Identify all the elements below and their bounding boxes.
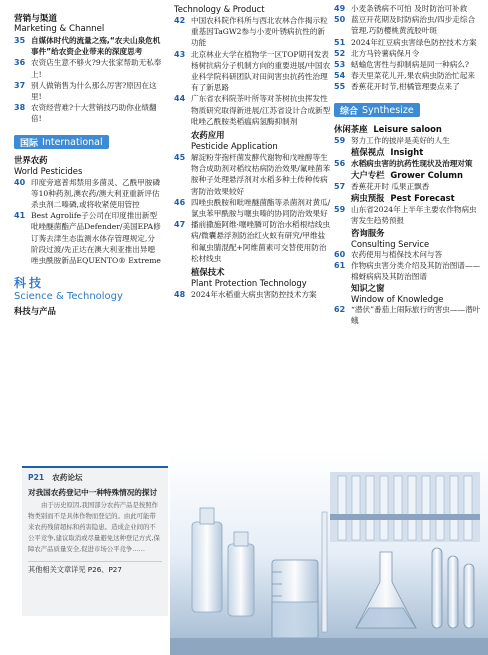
- toc-entry[interactable]: [174, 49, 332, 94]
- page-number: 37: [14, 80, 26, 90]
- subsection-title-en: Window of Knowledge: [351, 294, 444, 305]
- entry-title: 努力工作的披岸是美好的人生: [351, 135, 450, 145]
- section-title-cn: 营销与渠道: [14, 14, 57, 24]
- entry-title: Best Agrolife子公司在印度推出新型吡唑醚菌酯产品Defender/美国EPA修订莠去津生态监测水体存管理规定,分阶段过渡/先正达在澳大利亚推出异噁唑虫酰胺新品EQUENTO® Extreme: [31, 211, 161, 266]
- toc-entry[interactable]: [334, 260, 482, 282]
- lab-glassware-photo: [170, 452, 488, 655]
- page-number: 42: [174, 16, 186, 25]
- page-number: 45: [174, 153, 186, 163]
- toc-entry[interactable]: [334, 204, 482, 226]
- entry-title: 中国农科院作科所与西北农林合作揭示粒重基因TaGW2参与小麦叶锈病抗性的新功能: [191, 16, 328, 48]
- banner-en: Synthesize: [362, 104, 414, 116]
- subsection-title: 植保视点 Insight: [351, 146, 424, 157]
- entry-title: 小麦条锈病不可怕 及时防治可补救: [351, 4, 468, 13]
- featured-page: P21: [28, 473, 45, 482]
- toc-entry[interactable]: [334, 158, 482, 169]
- synthesize-banner: [334, 99, 482, 118]
- entry-title: 农资店生意不够火?9大张家帮助无私奉上!: [31, 58, 162, 79]
- toc-entry[interactable]: [334, 81, 482, 92]
- entry-title: 农资经营难?十大营销技巧助你业绩翻倍!: [31, 103, 157, 124]
- entry-title: 香蕉花开时 瓜果正飘香: [351, 182, 430, 192]
- page-number: 52: [334, 48, 346, 58]
- entry-title: 广东省农科院茶叶所等对茶树抗虫挥发性物质研究取得新进展/江苏省设计合成新型吡唑乙酰胺类稻瘟病氢酶抑制剂: [191, 94, 331, 126]
- toc-entry[interactable]: [174, 219, 332, 264]
- subsection-title-en: World Pesticides: [14, 165, 83, 176]
- subsection-title-cn: 知识之窗: [351, 283, 385, 294]
- toc-entry[interactable]: [334, 3, 482, 14]
- subsection-title-cn: 咨询服务: [351, 227, 385, 238]
- subsection-title-cn: 植保技术: [191, 267, 225, 278]
- featured-tag: 农药论坛: [52, 473, 83, 482]
- entry-title: 别人做销售为什么那么厉害?原因在这里!: [31, 80, 157, 102]
- subsection-title: 休闲茶座 Leisure saloon: [334, 123, 442, 134]
- toc-entry[interactable]: [334, 70, 482, 81]
- page-number: 46: [174, 197, 186, 207]
- entry-title: 自媒体时代的流量之殇,“农夫山泉危机事件”给农资企业带来的深度思考: [31, 36, 161, 57]
- entry-title: “潜伏”番茄上闹际旅行的害虫——潜叶蛾: [351, 305, 481, 326]
- page-number: 44: [174, 94, 186, 104]
- subsection-title-cn: 科技与产品: [14, 306, 56, 317]
- page-number: 48: [174, 290, 186, 300]
- page-number: 55: [334, 82, 346, 92]
- entry-title: 四唑虫酰胺和吡唑醚菌酯等杀菌剂对黄瓜/氯虫苯甲酰胺与噻虫嗪的协同防治效果好: [191, 197, 331, 219]
- page-number: 35: [14, 36, 26, 45]
- subsection-title-en: Consulting Service: [351, 238, 430, 249]
- featured-title: 对我国农药登记中一种特殊情况的探讨: [28, 488, 158, 497]
- entry-title: 农药使用与植保技术问与答: [351, 249, 443, 259]
- page-number: 38: [14, 103, 26, 113]
- entry-title: 水稻病虫害的抗药性现状及治理对策: [351, 158, 473, 168]
- toc-entry[interactable]: [14, 102, 162, 124]
- entry-title: 解淀粉芽孢杆菌发酵代谢物和戊唑醇等生物合成助剂对稻纹枯病防治效果/氟唑菌苯胺种子处理悬浮剂对水稻多种土传种传病害防治效果较好: [191, 153, 331, 196]
- entry-title: 播前撒施阿维·噻唑膦可防治水稻根结线虫病/微囊悬浮剂防治红火蚁有研究/甲维盐和氟虫腈混配+阿维菌素可交替使用防治松材线虫: [191, 220, 331, 263]
- page-number: 56: [334, 158, 346, 168]
- page-number: 50: [334, 15, 346, 25]
- toc-entry[interactable]: [334, 48, 482, 59]
- toc-column-left: [14, 0, 162, 317]
- page-number: 40: [14, 177, 26, 187]
- entry-title: 香蕉花开时节,柑橘管理要点来了: [351, 82, 460, 92]
- toc-entry[interactable]: [14, 35, 162, 57]
- page-number: 36: [14, 58, 26, 68]
- page-number: 57: [334, 182, 346, 192]
- subsection-title-en: Technology & Product: [174, 4, 265, 14]
- toc-entry[interactable]: [14, 177, 162, 211]
- page-number: 59: [334, 205, 346, 215]
- featured-article-header: [28, 472, 162, 483]
- entry-title: 2024年水稻重大病虫害防控技术方案: [191, 290, 317, 300]
- toc-entry[interactable]: [174, 93, 332, 127]
- toc-entry[interactable]: [174, 197, 332, 219]
- toc-entry[interactable]: [334, 135, 482, 146]
- page-number: 41: [14, 211, 26, 221]
- banner-cn: 国际: [20, 138, 39, 149]
- related-articles-note: 其他相关文章详见 P26、P27: [28, 561, 162, 575]
- subsection-title-en: Pesticide Application: [191, 141, 278, 152]
- section-heading-science-cn: 科技: [14, 276, 45, 291]
- featured-article-box[interactable]: [22, 466, 168, 616]
- entry-title: 作物病虫害分类介绍及其防治图谱——棉蚜病病及其防治图谱: [351, 260, 481, 282]
- page-number: 47: [174, 220, 186, 230]
- entry-title: 北京林业大学在植物学一区TOP期刊发表杨树抗病分子机制方向的重要进展/中国农业科学院科研团队对田间害虫抗药性治理有了新思路: [191, 49, 331, 93]
- toc-entry[interactable]: [14, 80, 162, 102]
- toc-entry[interactable]: [174, 289, 332, 300]
- page-number: 60: [334, 249, 346, 259]
- featured-summary: 由于历史原因,我国部分农药产品是按照作物类别而不是具体作物而登记的。由此可能带来农药残留超标和药害隐患。造成企业间的不公平竞争,建议取消或尽量避免这种登记方式,保障农产品质量安全,促进市场公平竞争……: [28, 501, 160, 553]
- entry-title: 蓝豆开花期及时防病治虫/四步走综合管理,巧防樱桃黄流胶叶斑: [351, 15, 476, 36]
- toc-entry[interactable]: [174, 152, 332, 197]
- banner-cn: 综合: [340, 106, 359, 117]
- subsection-title-en: Plant Protection Technology: [191, 278, 307, 289]
- page-number: 51: [334, 37, 346, 47]
- international-banner: [14, 131, 162, 150]
- toc-column-middle: [174, 0, 332, 300]
- section-heading-science-en: Science & Technology: [14, 291, 123, 303]
- page-number: 59: [334, 135, 346, 145]
- page-number: 62: [334, 305, 346, 315]
- toc-entry[interactable]: [334, 14, 482, 36]
- toc-entry[interactable]: [334, 59, 482, 70]
- section-title-en: Marketing & Channel: [14, 24, 105, 34]
- lab-glassware-illustration: [170, 452, 488, 655]
- toc-entry[interactable]: [334, 181, 482, 192]
- entry-title: 2024年红豆病虫害绿色防控技术方案: [351, 37, 477, 47]
- entry-title: 印度旁遮普邦禁用多菌灵、乙酰甲胺磷等10种药剂,澳农药/澳大利亚重新评估杀虫剂二嗪磷,或将收紧使用管控: [31, 177, 161, 210]
- page-number: 54: [334, 71, 346, 81]
- entry-title: 蛞蝓危害性与抑制病是同一种病么?: [351, 60, 469, 70]
- page-number: 61: [334, 260, 346, 270]
- page-number: 43: [174, 49, 186, 59]
- entry-title: 北方马铃薯病保月令: [351, 48, 420, 58]
- subsection-title-cn: 世界农药: [14, 154, 48, 165]
- toc-entry[interactable]: [14, 57, 162, 79]
- banner-en: International: [42, 136, 103, 148]
- toc-entry[interactable]: [334, 37, 482, 48]
- toc-entry[interactable]: [14, 210, 162, 266]
- subsection-title: 大户专栏 Grower Column: [351, 170, 463, 181]
- subsection-title-cn: 农药应用: [191, 130, 225, 141]
- toc-column-right: [334, 0, 482, 327]
- page-number: 49: [334, 4, 346, 13]
- toc-entry[interactable]: [334, 304, 482, 326]
- entry-title: 春天里菜花儿开,果农病虫防治忙起来: [351, 71, 475, 81]
- subsection-title: 病虫预报 Pest Forecast: [351, 193, 455, 204]
- toc-entry[interactable]: [334, 249, 482, 260]
- toc-entry[interactable]: [174, 15, 332, 49]
- page-number: 53: [334, 60, 346, 70]
- entry-title: 山东省2024年上半年主要农作物病虫害发生趋势预报: [351, 205, 477, 226]
